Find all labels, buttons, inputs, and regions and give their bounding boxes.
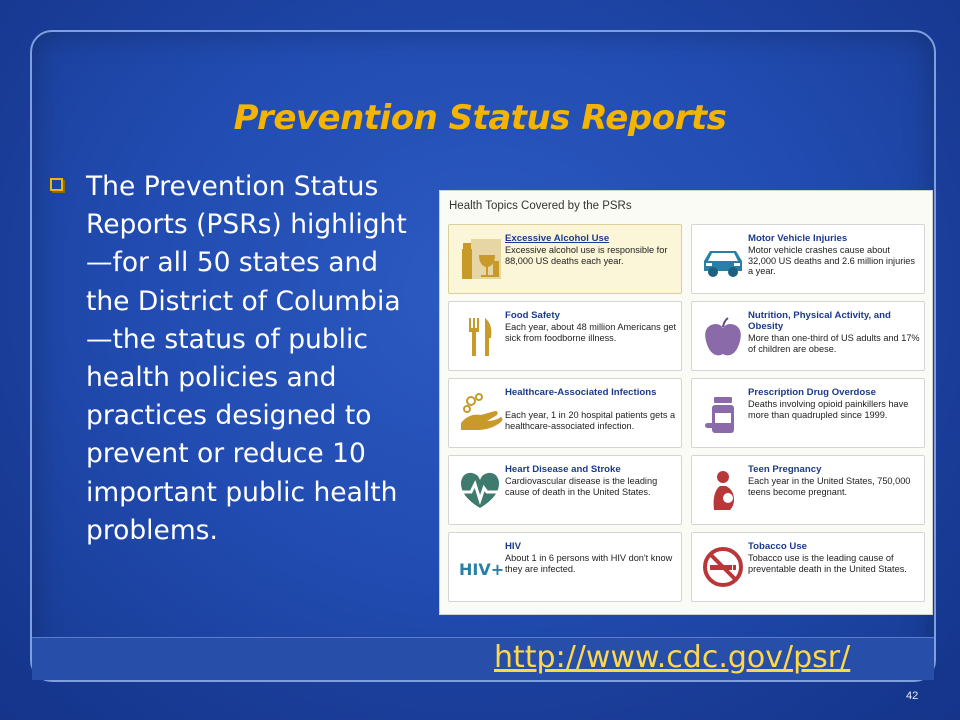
card-title: Prescription Drug Overdose — [748, 387, 876, 398]
no-smoking-icon — [700, 543, 746, 591]
topic-card-hiv[interactable] — [448, 532, 682, 602]
card-title: Excessive Alcohol Use — [505, 233, 610, 244]
fork-knife-icon — [457, 312, 503, 360]
alcohol-icon — [457, 235, 503, 283]
pregnancy-icon — [700, 466, 746, 514]
card-title: Tobacco Use — [748, 541, 808, 552]
card-title: Teen Pregnancy — [748, 464, 822, 475]
card-description: Motor vehicle crashes cause about 32,000 US deaths and 2.6 million injuries a year. — [748, 245, 916, 277]
card-description: Cardiovascular disease is the leading cause of death in the United States. — [505, 476, 658, 497]
card-title: Motor Vehicle Injuries — [748, 233, 848, 244]
card-description: Each year in the United States, 750,000 teens become pregnant. — [748, 476, 911, 497]
psr-topics-panel — [439, 190, 933, 615]
slide-title: Prevention Status Reports — [233, 98, 727, 138]
hiv-icon — [457, 543, 503, 591]
card-title: Healthcare-Associated Infections — [505, 387, 657, 398]
topic-card-prescription-drug[interactable] — [691, 378, 925, 448]
topic-card-alcohol[interactable] — [448, 224, 682, 294]
card-description: More than one-third of US adults and 17% of children are obese. — [748, 333, 920, 354]
topic-card-heart-disease[interactable] — [448, 455, 682, 525]
topic-card-food-safety[interactable] — [448, 301, 682, 371]
card-description: Each year, about 48 million Americans get sick from foodborne illness. — [505, 322, 677, 343]
topic-card-teen-pregnancy[interactable] — [691, 455, 925, 525]
bullet-square-icon — [50, 178, 63, 191]
card-description: Each year, 1 in 20 hospital patients gets a healthcare-associated infection. — [505, 410, 676, 431]
bullet-text: The Prevention Status Reports (PSRs) highlight—for all 50 states and the District of Columbia—the status of public health policies and practices designed to prevent or reduce 10 important public health problems. — [86, 171, 407, 546]
card-description: Deaths involving opioid painkillers have more than quadrupled since 1999. — [748, 399, 909, 420]
topic-card-healthcare-infections[interactable] — [448, 378, 682, 448]
handwashing-icon — [457, 389, 503, 437]
card-description: Excessive alcohol use is responsible for 88,000 US deaths each year. — [505, 245, 668, 266]
apple-icon — [700, 312, 746, 360]
heart-pulse-icon — [457, 466, 503, 514]
card-description: About 1 in 6 persons with HIV don't know they are infected. — [505, 553, 673, 574]
psr-link[interactable]: http://www.cdc.gov/psr/ — [494, 640, 851, 675]
card-title: Food Safety — [505, 310, 560, 321]
pill-bottle-icon — [700, 389, 746, 437]
hiv-icon-label: HIV+ — [459, 560, 503, 579]
panel-heading: Health Topics Covered by the PSRs — [449, 200, 632, 212]
card-description: Tobacco use is the leading cause of preventable death in the United States. — [748, 553, 907, 574]
topic-card-tobacco[interactable] — [691, 532, 925, 602]
card-title: Nutrition, Physical Activity, and Obesity — [748, 310, 891, 332]
topic-card-nutrition[interactable] — [691, 301, 925, 371]
topic-card-motor-vehicle[interactable] — [691, 224, 925, 294]
page-number: 42 — [906, 690, 919, 702]
card-title: HIV — [505, 541, 521, 552]
card-title: Heart Disease and Stroke — [505, 464, 621, 475]
car-icon — [700, 235, 746, 283]
